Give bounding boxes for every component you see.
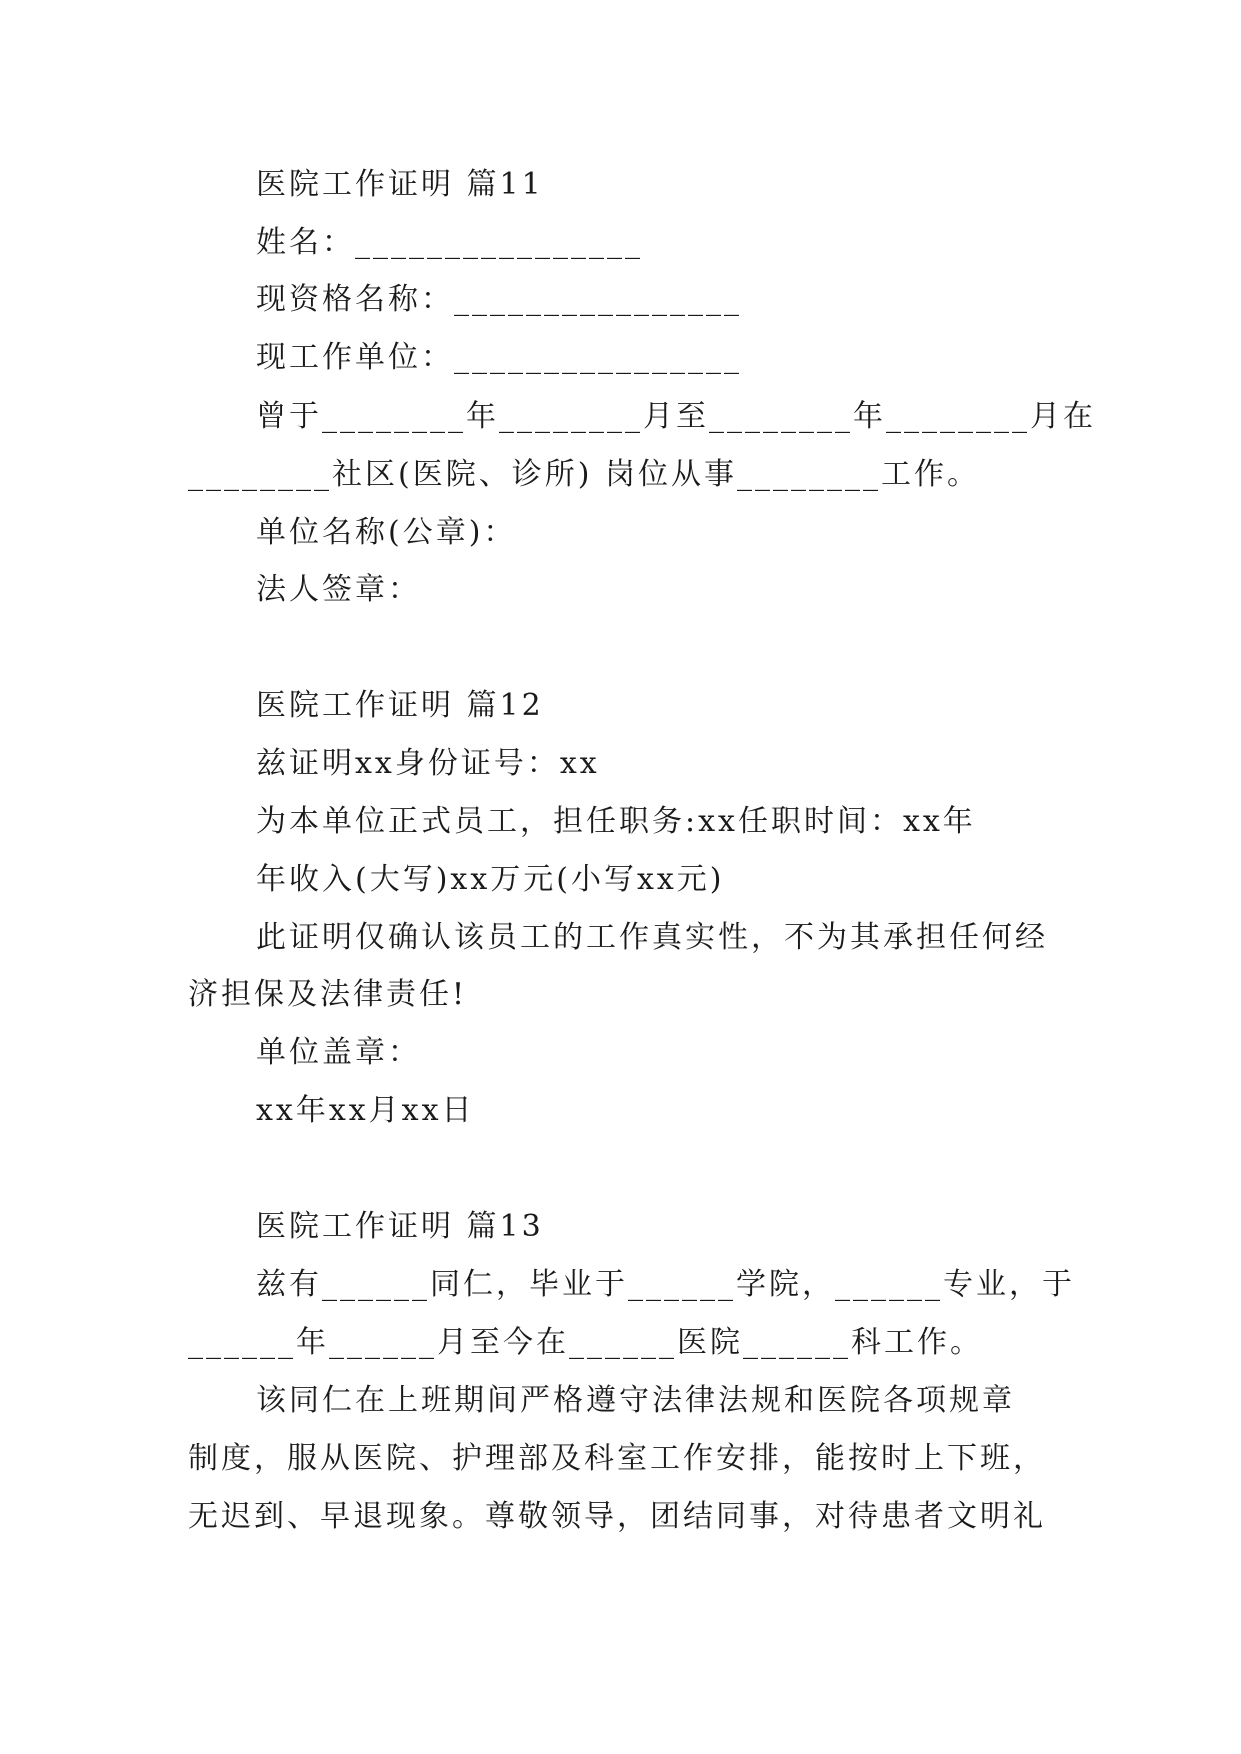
section-12-date: xx年xx月xx日 — [256, 1093, 475, 1128]
section-11-unit-seal: 单位名称(公章)： — [256, 515, 517, 550]
section-11-post-line: ________社区(医院、诊所) 岗位从事________工作。 — [188, 457, 980, 492]
section-13-intro-line-2: ______年______月至今在______医院______科工作。 — [188, 1325, 983, 1360]
section-12-position-line: 为本单位正式员工，担任职务:xx任职时间：xx年 — [256, 804, 976, 839]
section-11-period-line: 曾于________年________月至________年________月在 — [256, 399, 1096, 434]
section-12-disclaimer-line-2: 济担保及法律责任! — [188, 977, 468, 1012]
section-11-name-field: 姓名：________________ — [256, 225, 643, 260]
section-12-unit-stamp: 单位盖章： — [256, 1035, 421, 1070]
section-13-body-line-3: 无迟到、早退现象。尊敬领导，团结同事，对待患者文明礼 — [188, 1499, 1046, 1534]
section-11-workplace-field: 现工作单位：________________ — [256, 340, 742, 375]
section-11-qualification-field: 现资格名称：________________ — [256, 282, 742, 317]
section-12-title: 医院工作证明 篇12 — [256, 688, 544, 723]
section-11-legal-signature: 法人签章： — [256, 572, 421, 607]
section-12-id-line: 兹证明xx身份证号：xx — [256, 746, 600, 781]
section-11-title: 医院工作证明 篇11 — [256, 167, 544, 202]
section-13-intro-line-1: 兹有______同仁，毕业于______学院，______专业，于 — [256, 1267, 1075, 1302]
section-12-income-line: 年收入(大写)xx万元(小写xx元) — [256, 862, 725, 897]
section-12-disclaimer-line-1: 此证明仅确认该员工的工作真实性，不为其承担任何经 — [256, 920, 1048, 955]
section-13-body-line-2: 制度，服从医院、护理部及科室工作安排，能按时上下班， — [188, 1441, 1046, 1476]
section-13-title: 医院工作证明 篇13 — [256, 1209, 544, 1244]
section-13-body-line-1: 该同仁在上班期间严格遵守法律法规和医院各项规章 — [256, 1383, 1015, 1418]
